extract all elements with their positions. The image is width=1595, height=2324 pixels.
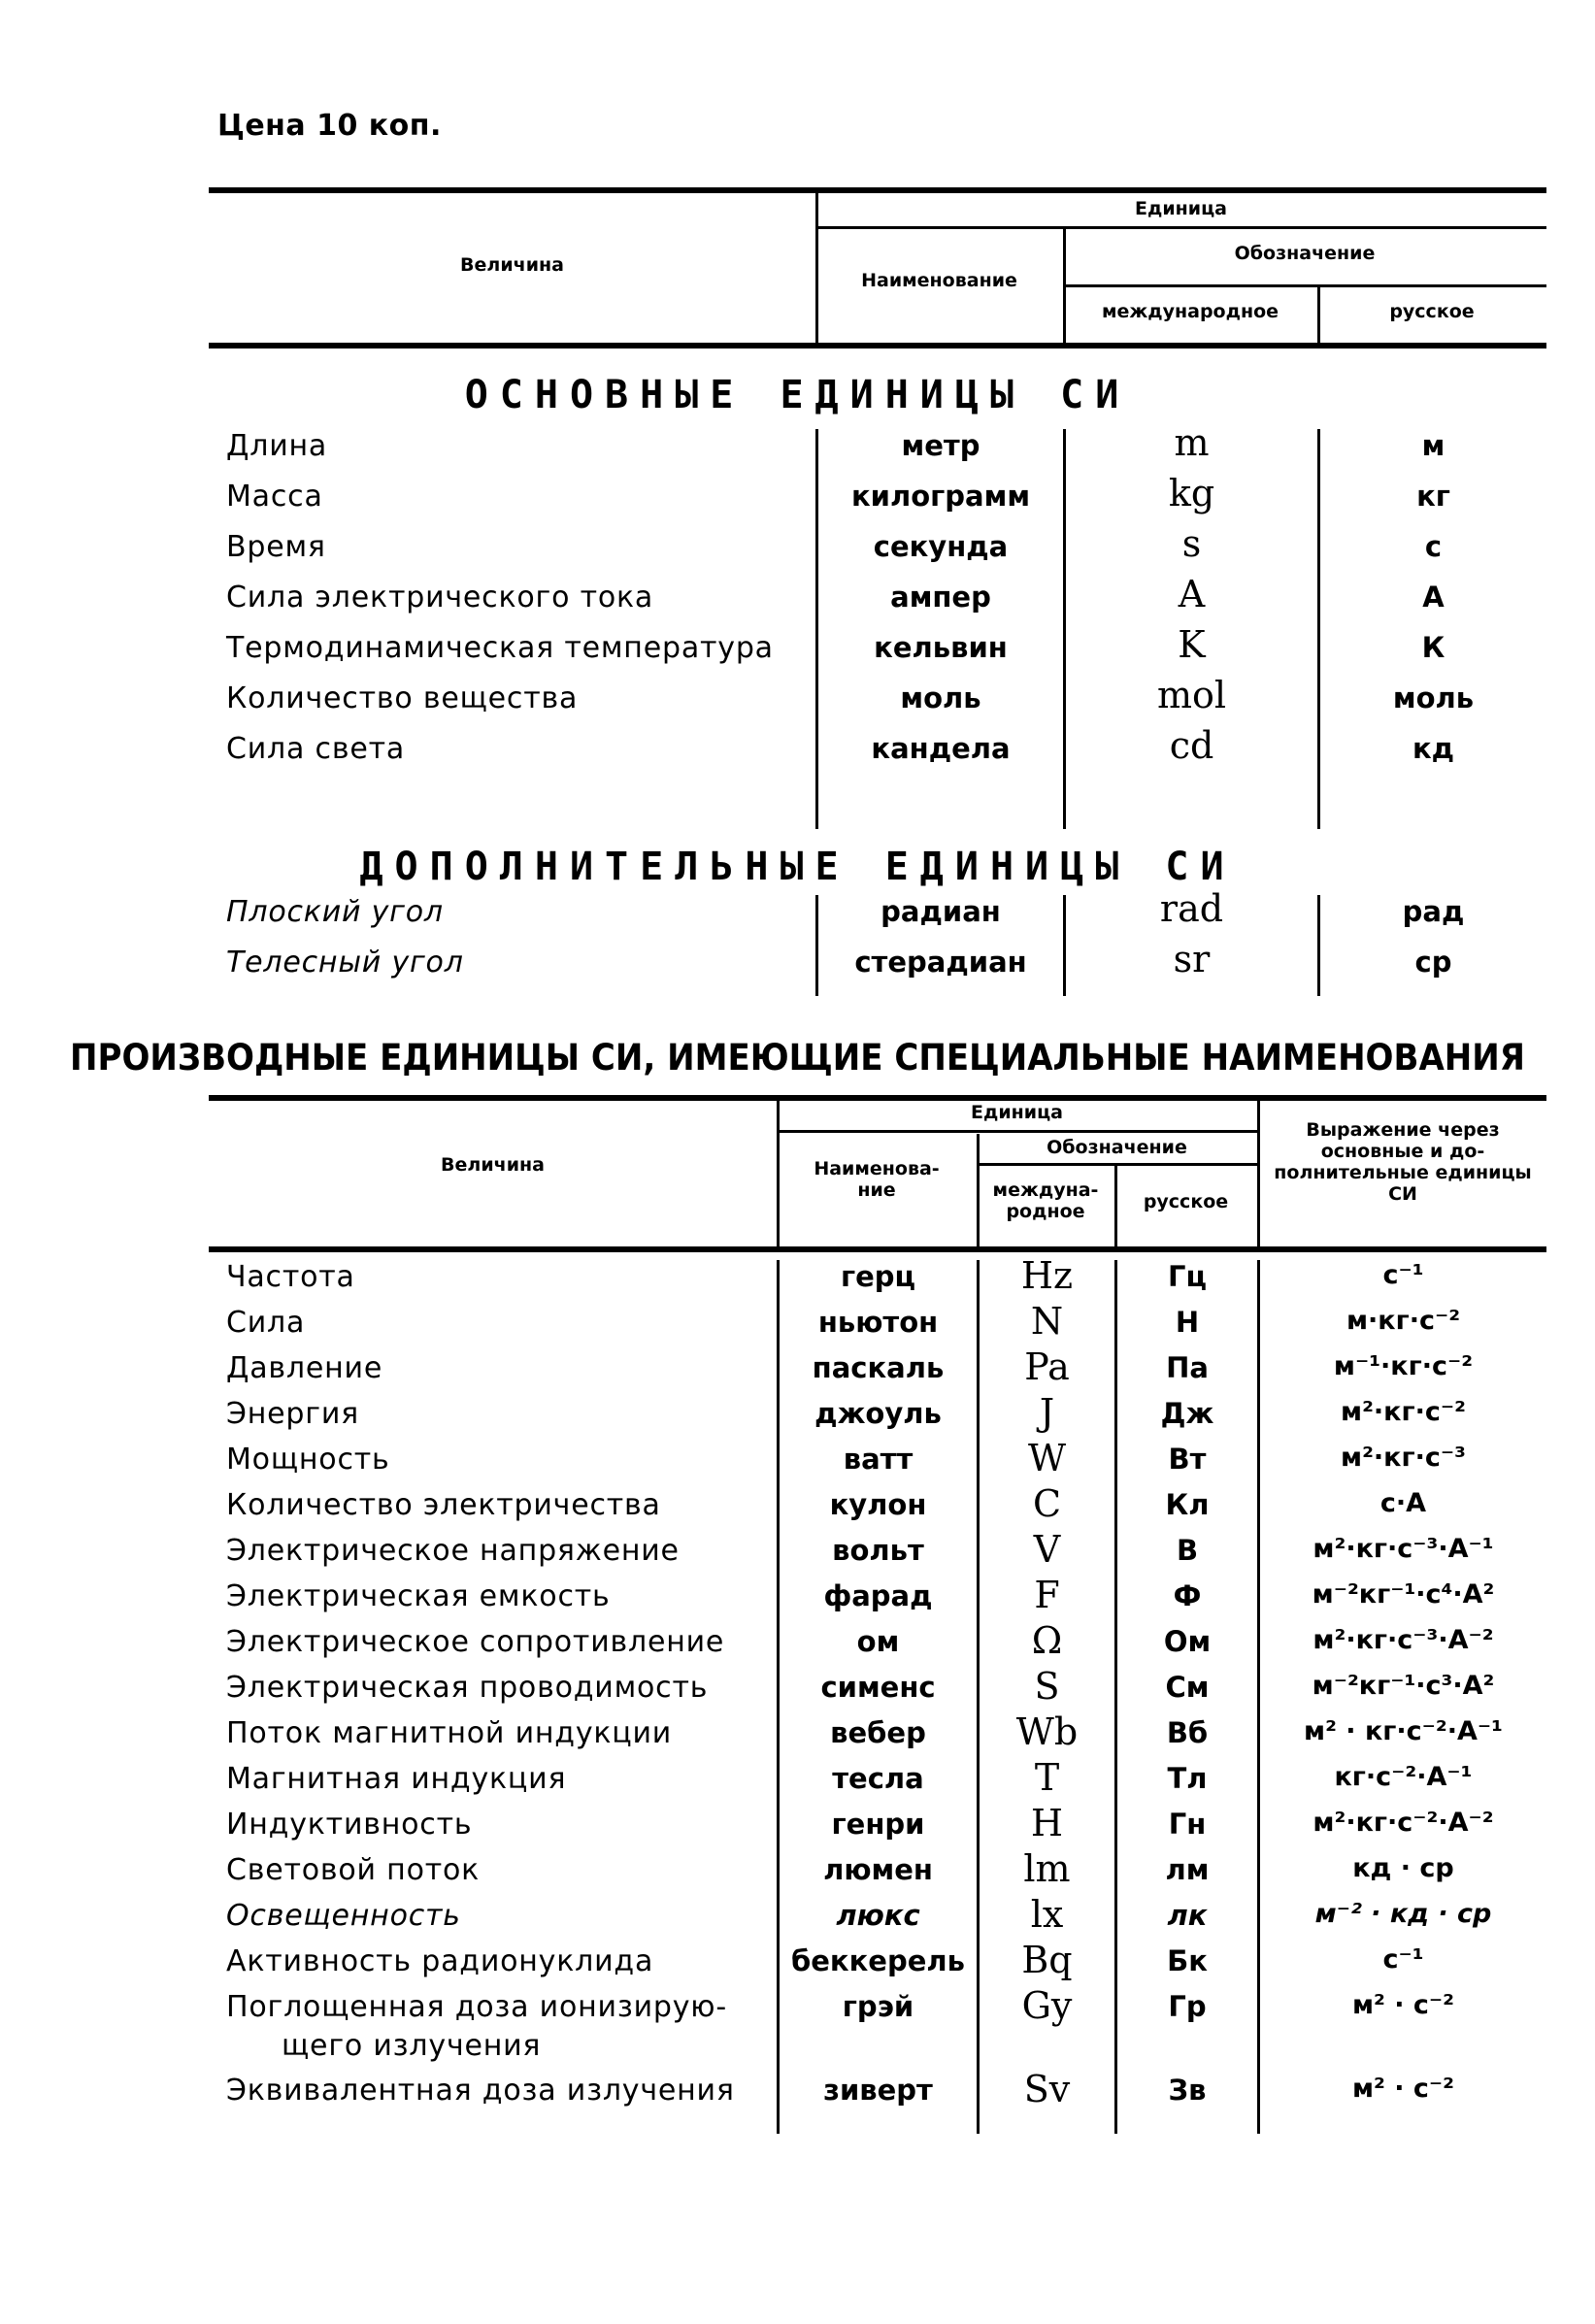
international-symbol: Ω bbox=[1031, 1619, 1063, 1662]
quantity-name-continued: щего излучения bbox=[282, 2029, 542, 2063]
unit-name: вольт bbox=[832, 1534, 924, 1567]
international-symbol: K bbox=[1178, 623, 1206, 666]
unit-name: грэй bbox=[842, 1990, 914, 2023]
si-expression: м⁻¹·кг·с⁻² bbox=[1333, 1351, 1474, 1381]
international-symbol: J bbox=[1039, 1391, 1055, 1434]
header-quantity: Величина bbox=[460, 254, 564, 276]
si-expression: кд · ср bbox=[1352, 1853, 1454, 1883]
quantity-name: Масса bbox=[226, 480, 323, 514]
si-expression: с·А bbox=[1379, 1488, 1427, 1518]
header2-russian: русское bbox=[1143, 1191, 1229, 1212]
si-expression: м²·кг·с⁻² bbox=[1341, 1397, 1466, 1427]
international-symbol: Wb bbox=[1015, 1710, 1079, 1753]
quantity-name: Освещенность bbox=[226, 1899, 461, 1933]
russian-symbol: А bbox=[1422, 581, 1445, 614]
section-title-supplementary: ДОПОЛНИТЕЛЬНЫЕ ЕДИНИЦЫ СИ bbox=[359, 845, 1236, 889]
quantity-name: Сила bbox=[226, 1306, 306, 1340]
si-expression: кг·с⁻²·А⁻¹ bbox=[1334, 1762, 1473, 1792]
quantity-name: Сила электрического тока bbox=[226, 581, 654, 614]
quantity-name: Энергия bbox=[226, 1397, 359, 1431]
si-expression: м·кг·с⁻² bbox=[1346, 1306, 1461, 1336]
header-russian: русское bbox=[1389, 301, 1475, 322]
russian-symbol: с bbox=[1424, 530, 1443, 563]
russian-symbol: См bbox=[1165, 1671, 1210, 1704]
header-international: международное bbox=[1101, 301, 1279, 322]
international-symbol: s bbox=[1181, 522, 1202, 565]
international-symbol: lm bbox=[1023, 1847, 1071, 1890]
quantity-name: Мощность bbox=[226, 1443, 390, 1477]
header2-name: Наименова-ние bbox=[814, 1158, 940, 1201]
quantity-name: Эквивалентная доза излучения bbox=[226, 2074, 735, 2108]
header-unit: Единица bbox=[1135, 198, 1227, 219]
russian-symbol: лм bbox=[1165, 1853, 1210, 1886]
si-expression: м² · с⁻² bbox=[1351, 2074, 1455, 2104]
unit-name: стерадиан bbox=[854, 946, 1027, 979]
si-expression: с⁻¹ bbox=[1382, 1944, 1424, 1975]
international-symbol: Sv bbox=[1023, 2068, 1071, 2110]
si-expression: м²·кг·с⁻³·А⁻² bbox=[1313, 1625, 1494, 1655]
quantity-name: Время bbox=[226, 530, 326, 564]
quantity-name: Сила света bbox=[226, 732, 406, 766]
section-title-derived: ПРОИЗВОДНЫЕ ЕДИНИЦЫ СИ, ИМЕЮЩИЕ СПЕЦИАЛЬНЫЕ НАИМЕНОВАНИЯ bbox=[70, 1037, 1525, 1079]
header2-international: междуна-родное bbox=[992, 1179, 1099, 1222]
russian-symbol: В bbox=[1176, 1534, 1199, 1567]
international-symbol: cd bbox=[1169, 724, 1214, 767]
international-symbol: N bbox=[1030, 1300, 1064, 1343]
international-symbol: kg bbox=[1168, 472, 1215, 515]
russian-symbol: Ом bbox=[1163, 1625, 1212, 1658]
quantity-name: Активность радионуклида bbox=[226, 1944, 654, 1978]
quantity-name: Термодинамическая температура bbox=[226, 631, 774, 665]
russian-symbol: Ф bbox=[1173, 1579, 1202, 1612]
unit-name: вебер bbox=[830, 1716, 926, 1749]
russian-symbol: Гн bbox=[1168, 1808, 1207, 1841]
quantity-name: Количество электричества bbox=[226, 1488, 661, 1522]
si-expression: м⁻²кг⁻¹·с³·А² bbox=[1312, 1671, 1495, 1701]
international-symbol: W bbox=[1027, 1437, 1067, 1479]
international-symbol: T bbox=[1034, 1756, 1060, 1799]
unit-name: герц bbox=[840, 1260, 916, 1293]
quantity-name: Давление bbox=[226, 1351, 383, 1385]
international-symbol: C bbox=[1032, 1482, 1062, 1525]
unit-name: ампер bbox=[890, 581, 991, 614]
derived-units-header bbox=[209, 1095, 1546, 1258]
base-units-header bbox=[209, 187, 1546, 352]
header-name: Наименование bbox=[861, 270, 1017, 291]
russian-symbol: лк bbox=[1167, 1899, 1208, 1932]
international-symbol: rad bbox=[1159, 887, 1224, 930]
international-symbol: V bbox=[1033, 1528, 1061, 1571]
si-expression: м²·кг·с⁻³ bbox=[1341, 1443, 1466, 1473]
unit-name: джоуль bbox=[814, 1397, 942, 1430]
unit-name: кандела bbox=[871, 732, 1011, 765]
header2-expression: Выражение через основные и до-полнительные единицы СИ bbox=[1274, 1119, 1532, 1205]
unit-name: паскаль bbox=[812, 1351, 945, 1384]
quantity-name: Количество вещества bbox=[226, 681, 579, 715]
unit-name: зиверт bbox=[823, 2074, 933, 2107]
quantity-name: Частота bbox=[226, 1260, 355, 1294]
russian-symbol: Гц bbox=[1168, 1260, 1207, 1293]
quantity-name: Плоский угол bbox=[226, 895, 444, 929]
quantity-name: Индуктивность bbox=[226, 1808, 473, 1842]
quantity-name: Поглощенная доза ионизирую- bbox=[226, 1990, 727, 2024]
unit-name: тесла bbox=[832, 1762, 924, 1795]
quantity-name: Магнитная индукция bbox=[226, 1762, 567, 1796]
quantity-name: Световой поток bbox=[226, 1853, 481, 1887]
unit-name: секунда bbox=[873, 530, 1009, 563]
international-symbol: S bbox=[1034, 1665, 1060, 1708]
quantity-name: Электрическая емкость bbox=[226, 1579, 611, 1613]
international-symbol: sr bbox=[1173, 938, 1211, 980]
international-symbol: A bbox=[1178, 573, 1206, 615]
unit-name: кулон bbox=[829, 1488, 927, 1521]
si-expression: м²·кг·с⁻³·А⁻¹ bbox=[1313, 1534, 1494, 1564]
unit-name: люкс bbox=[836, 1899, 920, 1932]
unit-name: фарад bbox=[823, 1579, 933, 1612]
russian-symbol: Гр bbox=[1168, 1990, 1207, 2023]
quantity-name: Электрическое сопротивление bbox=[226, 1625, 725, 1659]
quantity-name: Поток магнитной индукции bbox=[226, 1716, 673, 1750]
si-expression: м⁻² · кд · ср bbox=[1314, 1899, 1492, 1929]
unit-name: метр bbox=[901, 429, 980, 462]
international-symbol: Hz bbox=[1020, 1254, 1074, 1297]
unit-name: ватт bbox=[843, 1443, 914, 1476]
unit-name: ом bbox=[856, 1625, 900, 1658]
si-expression: м²·кг·с⁻²·А⁻² bbox=[1313, 1808, 1494, 1838]
unit-name: генри bbox=[831, 1808, 925, 1841]
international-symbol: lx bbox=[1030, 1893, 1064, 1936]
russian-symbol: Кл bbox=[1165, 1488, 1210, 1521]
quantity-name: Электрическое напряжение bbox=[226, 1534, 680, 1568]
russian-symbol: Па bbox=[1166, 1351, 1209, 1384]
unit-name: ньютон bbox=[817, 1306, 939, 1339]
unit-name: люмен bbox=[823, 1853, 933, 1886]
russian-symbol: Дж bbox=[1160, 1397, 1214, 1430]
international-symbol: m bbox=[1174, 421, 1210, 464]
si-expression: м⁻²кг⁻¹·с⁴·А² bbox=[1312, 1579, 1495, 1610]
international-symbol: Gy bbox=[1021, 1984, 1073, 2027]
russian-symbol: Бк bbox=[1167, 1944, 1208, 1977]
price-label: Цена 10 коп. bbox=[217, 109, 442, 143]
international-symbol: Bq bbox=[1021, 1939, 1073, 1981]
quantity-name: Длина bbox=[226, 429, 328, 463]
international-symbol: mol bbox=[1156, 674, 1227, 716]
si-expression: с⁻¹ bbox=[1382, 1260, 1424, 1290]
header-designation: Обозначение bbox=[1234, 243, 1376, 264]
header2-unit: Единица bbox=[971, 1102, 1063, 1123]
si-expression: м² · с⁻² bbox=[1351, 1990, 1455, 2020]
russian-symbol: Н bbox=[1175, 1306, 1200, 1339]
quantity-name: Электрическая проводимость bbox=[226, 1671, 709, 1705]
quantity-name: Телесный угол bbox=[226, 946, 464, 979]
unit-name: моль bbox=[900, 681, 981, 714]
unit-name: килограмм bbox=[850, 480, 1031, 513]
russian-symbol: Вт bbox=[1168, 1443, 1207, 1476]
russian-symbol: Вб bbox=[1166, 1716, 1209, 1749]
russian-symbol: ср bbox=[1414, 946, 1452, 979]
unit-name: кельвин bbox=[874, 631, 1008, 664]
international-symbol: Pa bbox=[1024, 1345, 1070, 1388]
russian-symbol: рад bbox=[1402, 895, 1465, 928]
russian-symbol: Зв bbox=[1168, 2074, 1207, 2107]
russian-symbol: моль bbox=[1392, 681, 1475, 714]
russian-symbol: К bbox=[1421, 631, 1445, 664]
si-expression: м² · кг·с⁻²·А⁻¹ bbox=[1304, 1716, 1503, 1746]
russian-symbol: кд bbox=[1412, 732, 1455, 765]
section-title-base: ОСНОВНЫЕ ЕДИНИЦЫ СИ bbox=[464, 373, 1131, 417]
international-symbol: F bbox=[1034, 1574, 1060, 1616]
unit-name: радиан bbox=[881, 895, 1001, 928]
unit-name: сименс bbox=[820, 1671, 936, 1704]
international-symbol: H bbox=[1030, 1802, 1064, 1844]
unit-name: беккерель bbox=[791, 1944, 965, 1977]
header2-quantity: Величина bbox=[441, 1154, 545, 1176]
russian-symbol: Тл bbox=[1167, 1762, 1208, 1795]
header2-designation: Обозначение bbox=[1047, 1137, 1187, 1158]
russian-symbol: кг bbox=[1416, 480, 1450, 513]
russian-symbol: м bbox=[1421, 429, 1445, 462]
